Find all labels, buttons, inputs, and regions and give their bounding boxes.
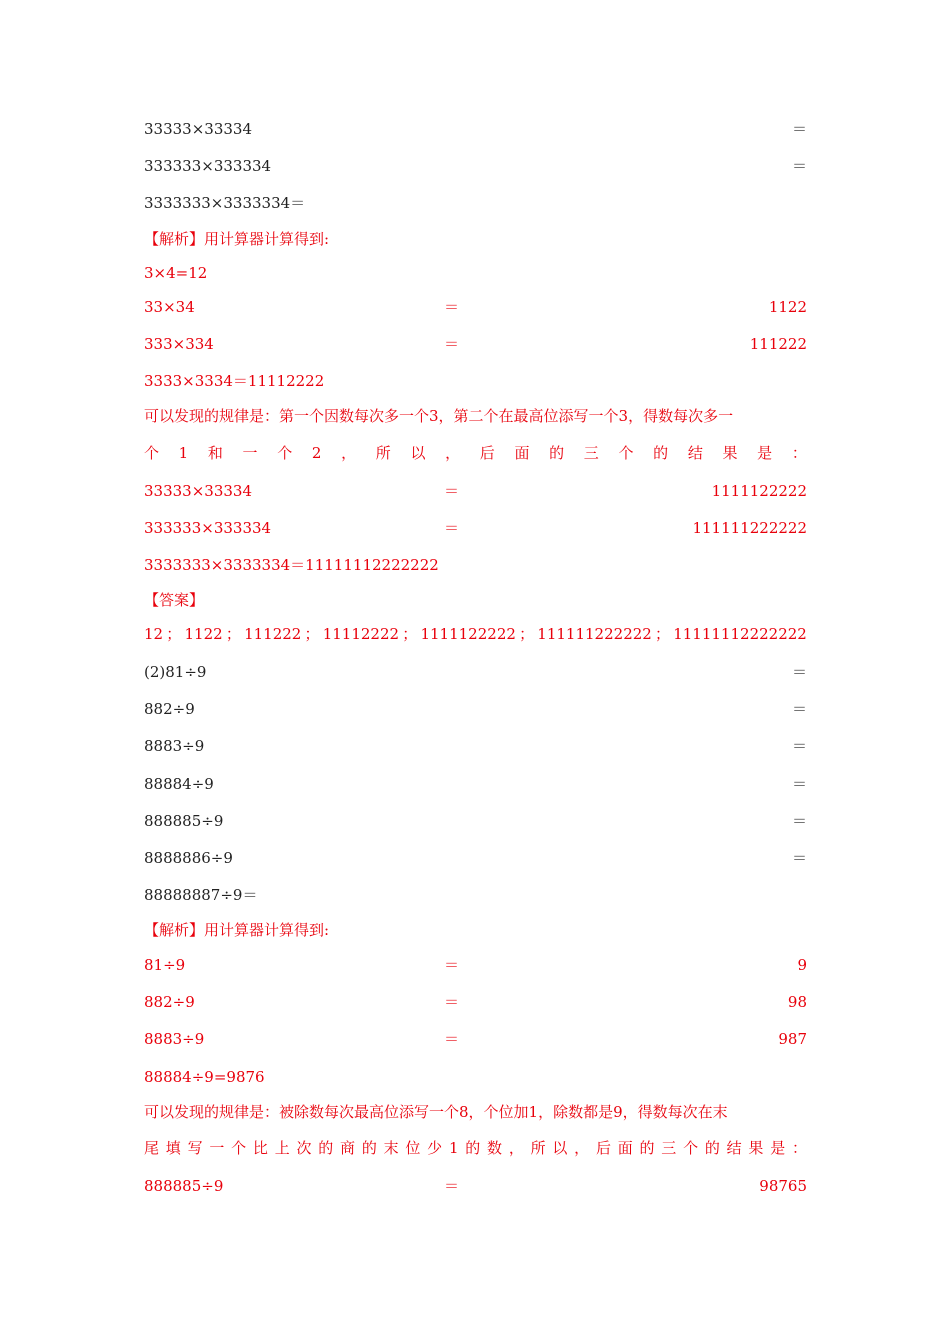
equals-sign: ＝ [791, 700, 807, 718]
answer-item: 11111112222222 [673, 625, 807, 643]
rule-char: ， [508, 1139, 524, 1157]
analysis-intro: 用计算器计算得到: [204, 921, 330, 939]
question-line [144, 155, 807, 177]
rule-char: 后 [479, 444, 495, 462]
rule-line-1: 可以发现的规律是：第一个因数每次多一个3，第二个在最高位添写一个3，得数每次多一 [144, 407, 734, 425]
rule-char: ， [341, 444, 357, 462]
equals-sign: ＝ [791, 775, 807, 793]
rule-char: 的 [639, 1139, 655, 1157]
rule-char: 一 [242, 444, 258, 462]
rule-char: 比 [252, 1139, 268, 1157]
answer-label: 【答案】 [144, 591, 205, 609]
analysis-intro: 用计算器计算得到: [204, 230, 330, 248]
answer-separator: ； [519, 625, 535, 643]
rule-char: ， [445, 444, 461, 462]
rule-char: 三 [661, 1139, 677, 1157]
rule-char: 上 [274, 1139, 290, 1157]
question-expr: 88888887÷9＝ [144, 886, 258, 904]
rule-char: 以 [410, 444, 426, 462]
answer-separator: ； [304, 625, 320, 643]
rule-char: 2 [311, 444, 322, 462]
rule-char: 结 [726, 1139, 742, 1157]
rule-char: 尾 [144, 1139, 160, 1157]
rule-char: 的 [318, 1139, 334, 1157]
result-expr: 333333×333334 [144, 519, 272, 537]
answer-item: 11112222 [322, 625, 400, 643]
rule-char: 1 [448, 1139, 459, 1157]
rule-char: 是 [757, 444, 773, 462]
equals-sign: ＝ [444, 1030, 460, 1048]
analysis-line [144, 991, 807, 1013]
analysis-line [144, 954, 807, 976]
result-line [144, 480, 807, 502]
result-expr: 3333333×3333334＝11111112222222 [144, 556, 439, 574]
analysis-line [144, 1028, 807, 1050]
rule-char: 数 [487, 1139, 503, 1157]
analysis-expr: 33×34 [144, 298, 195, 316]
question-line [144, 773, 807, 795]
analysis-expr: 882÷9 [144, 993, 195, 1011]
rule-char: 面 [514, 444, 530, 462]
question-line [144, 192, 807, 214]
analysis-expr: 81÷9 [144, 956, 186, 974]
question-line [144, 698, 807, 720]
equals-sign: ＝ [791, 812, 807, 830]
analysis-expr: 3×4=12 [144, 264, 208, 282]
equals-sign: ＝ [791, 663, 807, 681]
rule-char: 商 [340, 1139, 356, 1157]
rule-char: 是 [770, 1139, 786, 1157]
question-expr: 8888886÷9 [144, 849, 233, 867]
result-line [144, 517, 807, 539]
analysis-expr: 333×334 [144, 335, 214, 353]
question-line [144, 661, 807, 683]
rule-char: 个 [618, 444, 634, 462]
question-line [144, 735, 807, 757]
question-expr: 88884÷9 [144, 775, 214, 793]
rule-line-1: 可以发现的规律是：被除数每次最高位添写一个8，个位加1，除数都是9，得数每次在末 [144, 1103, 728, 1121]
answer-item: 12 [144, 625, 164, 643]
rule-char: 次 [296, 1139, 312, 1157]
rule-char: 所 [530, 1139, 546, 1157]
rule-char: 个 [144, 444, 160, 462]
rule-text [144, 1101, 807, 1123]
answer-item: 111111222222 [537, 625, 652, 643]
result-line [144, 554, 807, 576]
equals-sign: ＝ [444, 519, 460, 537]
result-value: 1111122222 [711, 482, 807, 500]
equals-sign: ＝ [791, 157, 807, 175]
analysis-result: 9 [797, 956, 807, 974]
rule-char: 和 [207, 444, 223, 462]
analysis-result: 987 [778, 1030, 807, 1048]
result-line [144, 1175, 807, 1197]
rule-char: ： [791, 1139, 807, 1157]
analysis-line [144, 333, 807, 355]
rule-char: 填 [165, 1139, 181, 1157]
rule-char: 的 [704, 1139, 720, 1157]
answer-separator: ； [166, 625, 182, 643]
rule-char: 果 [748, 1139, 764, 1157]
rule-char: ： [791, 444, 807, 462]
equals-sign: ＝ [444, 1177, 460, 1195]
answer-separator: ； [225, 625, 241, 643]
equals-sign: ＝ [444, 298, 460, 316]
question-expr: 33333×33334 [144, 120, 253, 138]
analysis-result: 1122 [768, 298, 807, 316]
answer-item: 1111122222 [420, 625, 516, 643]
equals-sign: ＝ [444, 335, 460, 353]
question-line [144, 118, 807, 140]
question-expr: (2)81÷9 [144, 663, 207, 681]
equals-sign: ＝ [791, 120, 807, 138]
rule-char: 少 [427, 1139, 443, 1157]
equals-sign: ＝ [444, 993, 460, 1011]
analysis-label: 【解析】 [144, 230, 205, 248]
rule-char: 的 [361, 1139, 377, 1157]
analysis-label: 【解析】 [144, 921, 205, 939]
result-expr: 888885÷9 [144, 1177, 224, 1195]
question-expr: 8883÷9 [144, 737, 205, 755]
analysis-expr: 3333×3334＝11112222 [144, 372, 325, 390]
analysis-line [144, 262, 807, 284]
equals-sign: ＝ [791, 849, 807, 867]
rule-text-justified [144, 1137, 807, 1159]
rule-char: 果 [722, 444, 738, 462]
question-line [144, 847, 807, 869]
question-line [144, 884, 807, 906]
rule-char: 的 [653, 444, 669, 462]
rule-char: 个 [231, 1139, 247, 1157]
rule-char: 个 [277, 444, 293, 462]
analysis-line [144, 296, 807, 318]
answer-separator: ； [402, 625, 418, 643]
answer-list [144, 623, 807, 645]
question-expr: 3333333×3333334＝ [144, 194, 306, 212]
rule-text-justified [144, 442, 807, 464]
analysis-result: 98 [787, 993, 807, 1011]
equals-sign: ＝ [791, 737, 807, 755]
analysis-line [144, 1066, 807, 1088]
rule-char: 个 [683, 1139, 699, 1157]
rule-char: 面 [617, 1139, 633, 1157]
question-expr: 888885÷9 [144, 812, 224, 830]
rule-char: ， [574, 1139, 590, 1157]
result-value: 98765 [759, 1177, 807, 1195]
analysis-expr: 8883÷9 [144, 1030, 205, 1048]
analysis-heading [144, 919, 807, 941]
rule-char: 1 [178, 444, 189, 462]
analysis-heading [144, 228, 807, 250]
answer-item: 111222 [244, 625, 302, 643]
rule-char: 末 [383, 1139, 399, 1157]
answer-heading [144, 589, 807, 611]
equals-sign: ＝ [444, 482, 460, 500]
rule-char: 位 [405, 1139, 421, 1157]
question-expr: 882÷9 [144, 700, 195, 718]
rule-char: 结 [687, 444, 703, 462]
answer-item: 1122 [184, 625, 223, 643]
rule-char: 后 [595, 1139, 611, 1157]
analysis-line [144, 370, 807, 392]
rule-text [144, 405, 807, 427]
rule-char: 的 [549, 444, 565, 462]
analysis-expr: 88884÷9=9876 [144, 1068, 265, 1086]
rule-char: 写 [187, 1139, 203, 1157]
rule-char: 的 [465, 1139, 481, 1157]
equals-sign: ＝ [444, 956, 460, 974]
rule-char: 所 [375, 444, 391, 462]
rule-char: 三 [583, 444, 599, 462]
answer-separator: ； [655, 625, 671, 643]
question-expr: 333333×333334 [144, 157, 272, 175]
rule-char: 一 [209, 1139, 225, 1157]
result-expr: 33333×33334 [144, 482, 253, 500]
question-line [144, 810, 807, 832]
result-value: 111111222222 [692, 519, 807, 537]
analysis-result: 111222 [749, 335, 807, 353]
rule-char: 以 [552, 1139, 568, 1157]
